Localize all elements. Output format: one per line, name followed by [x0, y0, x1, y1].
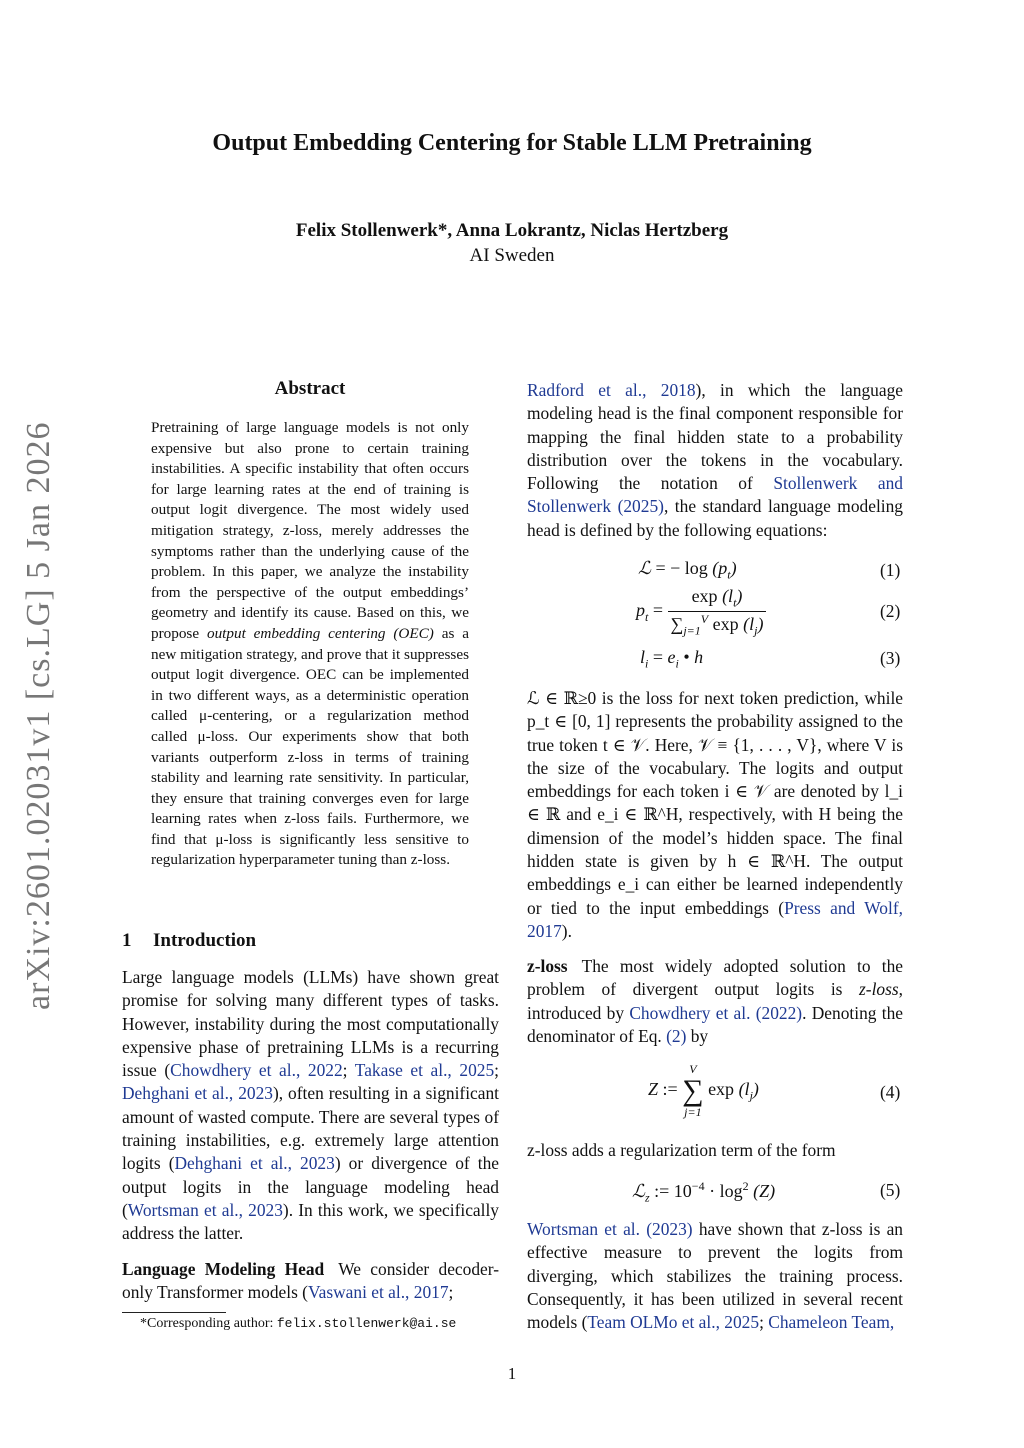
equation-number: (2): [880, 601, 901, 621]
page-number: 1: [507, 1364, 517, 1383]
paragraph-heading: z-loss: [527, 956, 568, 976]
author-list: Felix Stollenwerk*, Anna Lokrantz, Niclas Hertzberg: [295, 220, 729, 241]
zloss-paragraph: z-loss The most widely adopted solution to the problem of divergent output logits is z-loss, introduced by Chowdhery et al. (2022). Denoting the denominator of Eq. (2) by: [527, 956, 903, 1046]
arxiv-stamp: arXiv:2601.02031v1 [cs.LG] 5 Jan 2026: [20, 421, 57, 1010]
citation-link[interactable]: Dehghani et al., 2023: [122, 1083, 273, 1104]
citation-link[interactable]: Radford et al., 2018: [527, 380, 696, 400]
citation-link[interactable]: Vaswani et al., 2017: [307, 1282, 449, 1303]
equation-number: (1): [880, 560, 901, 580]
citation-link[interactable]: Takase et al., 2025: [354, 1060, 495, 1081]
equation-number: (5): [880, 1180, 901, 1200]
citation-link[interactable]: Team OLMo et al., 2025: [587, 1312, 760, 1333]
abstract-heading: Abstract: [274, 378, 346, 399]
affiliation: AI Sweden: [469, 245, 555, 266]
intro-paragraph: Large language models (LLMs) have shown great promise for solving many different types of tasks. However, instability during the most computationally expensive phase of pretraining LLMs is a recurring issue (Chowdhery et al., 2022; Takase et al., 2025; Dehghani et al., 2023), often resulting in a significant amount of wasted compute. There are several types of training instabilities, e.g. extremely large attention logits (Dehghani et al., 2023) or divergence of the output logits in the language modeling head (Wortsman et al., 2023). In this work, we specifically address the latter.: [122, 967, 500, 1244]
right-paragraph-5: Wortsman et al. (2023) have shown that z-loss is an effective measure to prevent the logits from diverging, which stabilizes the training process. Consequently, it has been utilized in several recent models (Team OLMo et al., 2025; Chameleon Team,: [527, 1219, 903, 1333]
paper-title: Output Embedding Centering for Stable LLM Pretraining: [212, 130, 812, 156]
footnote-rule: [122, 1312, 226, 1313]
citation-link[interactable]: Press and Wolf, 2017: [527, 897, 903, 941]
citation-link[interactable]: Chowdhery et al., 2022: [170, 1060, 343, 1081]
citation-link[interactable]: Chowdhery et al. (2022): [629, 1002, 803, 1023]
citation-link[interactable]: Wortsman et al., 2023: [127, 1199, 283, 1220]
equation-1: ℒ = − $\log (p_t)$: [638, 558, 737, 582]
equation-number: (4): [880, 1082, 901, 1102]
citation-link[interactable]: Wortsman et al. (2023): [527, 1219, 693, 1239]
right-paragraph-1: Radford et al., 2018), in which the language modeling head is the final component responsible for mapping the final hidden state to a probability distribution over the tokens in the vocabulary. Following the notation of Stollenwerk and Stollenwerk (2025), the standard language modeling head is defined by the following equations:: [527, 380, 903, 540]
citation-link[interactable]: Chameleon Team,: [768, 1312, 895, 1333]
equation-number: (3): [880, 648, 901, 668]
right-paragraph-4: z-loss adds a regularization term of the form: [527, 1140, 836, 1160]
equation-4: Z := V ∑ j=1 $\exp (l_j)$: [648, 1062, 759, 1119]
equation-5: ℒ$_z$ := $10^{-4} \cdot \log^2 (Z)$: [632, 1179, 776, 1205]
abstract-text: Pretraining of large language models is not only expensive but also prone to certain training instabilities. A specific instability that often occurs for large learning rates at the end of training is output logit divergence. The most widely used mitigation strategy, z-loss, merely addresses the symptoms rather than the underlying cause of the problem. In this paper, we analyze the instability from the perspective of the output embeddings’ geometry and identify its cause. Based on this, we propose output embedding centering (OEC) as a new mitigation strategy, and prove that it suppresses output logit divergence. OEC can be implemented in two different ways, as a deterministic operation called μ-centering, or a regularization method called μ-loss. Our experiments show that both variants outperform z-loss in terms of training stability and learning rate sensitivity. In particular, they ensure that training converges even for large learning rates when z-loss fails. Furthermore, we find that μ-loss is significantly less sensitive to regularization hyperparameter tuning than z-loss.: [151, 419, 470, 869]
section-heading-introduction: 1 Introduction: [122, 930, 257, 951]
right-paragraph-2: ℒ ∈ ℝ≥0 is the loss for next token prediction, while p_t ∈ [0, 1] represents the probability assigned to the true token t ∈ 𝒱. Here, 𝒱 ≡ {1, . . . , V}, where V is the size of the vocabulary. The logits and output embeddings for each token i ∈ 𝒱 are denoted by l_i ∈ ℝ and e_i ∈ ℝ^H, respectively, with H being the dimension of the model’s hidden space. The final hidden state is given by h ∈ ℝ^H. The output embeddings e_i can either be learned independently or tied to the input embeddings (Press and Wolf, 2017).: [527, 688, 903, 941]
email-address: felix.stollenwerk@ai.se: [276, 1316, 457, 1331]
equation-3: $l_i = e_i$ • h: [640, 647, 704, 671]
equation-2: $p_t$ = $\frac{\exp (l_t)}{\sum_{j=1}^V \exp (l_j)}$: [636, 586, 766, 638]
lm-head-paragraph: Language Modeling Head We consider decoder-only Transformer models (Vaswani et al., 2017;: [122, 1259, 499, 1303]
paragraph-heading: Language Modeling Head: [122, 1259, 325, 1279]
citation-link[interactable]: Stollenwerk and Stollenwerk (2025): [527, 473, 903, 517]
citation-link[interactable]: Dehghani et al., 2023: [174, 1153, 335, 1174]
footnote: *Corresponding author: felix.stollenwerk@ai.se: [140, 1316, 457, 1331]
equation-ref-link[interactable]: (2): [666, 1025, 687, 1046]
oec-term: output embedding centering (OEC): [206, 624, 434, 642]
